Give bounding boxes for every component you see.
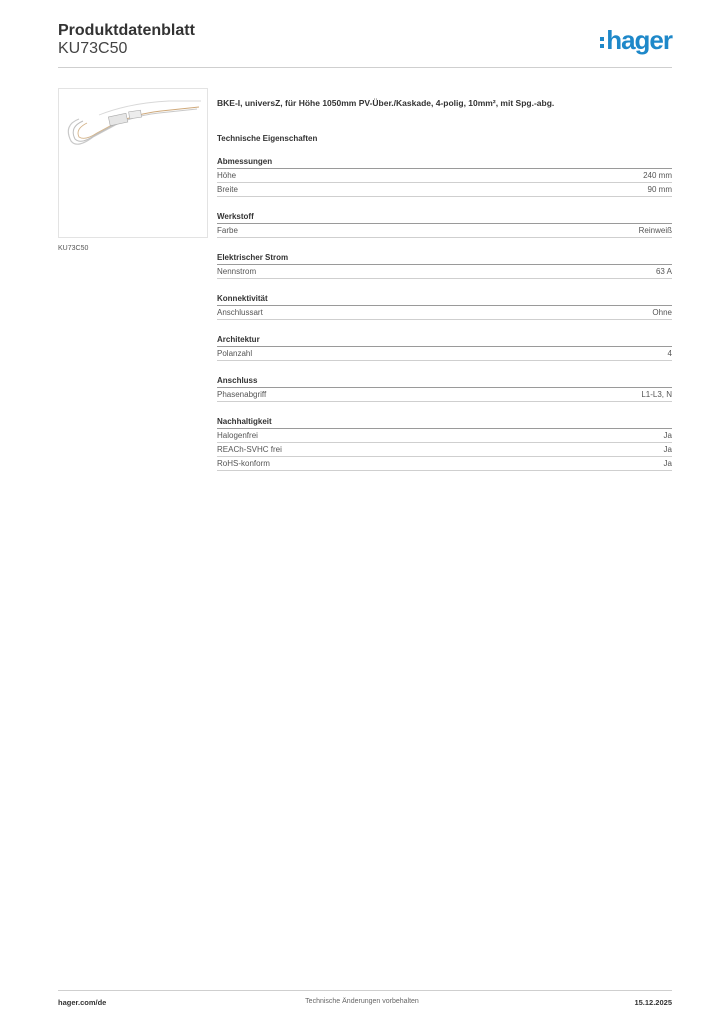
spec-label: Polanzahl bbox=[217, 349, 253, 358]
product-code: KU73C50 bbox=[58, 40, 128, 57]
spec-value: 4 bbox=[667, 349, 672, 358]
spec-group-nachhaltigkeit bbox=[217, 415, 672, 471]
spec-label: Anschlussart bbox=[217, 308, 263, 317]
spec-group-anschluss bbox=[217, 374, 672, 402]
spec-group-elektrischer-strom bbox=[217, 251, 672, 279]
spec-label: Halogenfrei bbox=[217, 431, 258, 440]
spec-row bbox=[217, 347, 672, 361]
spec-group-title: Abmessungen bbox=[217, 155, 672, 169]
page-title: Produktdatenblatt bbox=[58, 22, 195, 39]
spec-group-title: Anschluss bbox=[217, 374, 672, 388]
logo-dots-icon bbox=[600, 37, 604, 48]
spec-row bbox=[217, 265, 672, 279]
spec-value: Reinweiß bbox=[638, 226, 672, 235]
spec-value: L1-L3, N bbox=[641, 390, 672, 399]
footer-disclaimer: Technische Änderungen vorbehalten bbox=[305, 998, 419, 1005]
page-header bbox=[58, 20, 672, 68]
image-caption: KU73C50 bbox=[58, 245, 89, 252]
product-description: BKE-I, universZ, für Höhe 1050mm PV-Über./Kaskade, 4-polig, 10mm², mit Spg.-abg. bbox=[217, 98, 555, 108]
footer-website-link[interactable]: hager.com/de bbox=[58, 998, 107, 1007]
spec-group-werkstoff bbox=[217, 210, 672, 238]
spec-group-architektur bbox=[217, 333, 672, 361]
spec-label: Farbe bbox=[217, 226, 238, 235]
spec-row bbox=[217, 306, 672, 320]
header-divider bbox=[58, 67, 672, 68]
spec-group-konnektivitaet bbox=[217, 292, 672, 320]
spec-row bbox=[217, 169, 672, 183]
spec-group-title: Werkstoff bbox=[217, 210, 672, 224]
spec-value: Ja bbox=[663, 431, 672, 440]
spec-row bbox=[217, 443, 672, 457]
spec-group-title: Nachhaltigkeit bbox=[217, 415, 672, 429]
spec-group-title: Architektur bbox=[217, 333, 672, 347]
spec-row bbox=[217, 224, 672, 238]
footer-divider bbox=[58, 990, 672, 991]
product-image bbox=[58, 88, 208, 238]
spec-label: RoHS-konform bbox=[217, 459, 270, 468]
spec-value: Ohne bbox=[652, 308, 672, 317]
spec-group-title: Elektrischer Strom bbox=[217, 251, 672, 265]
logo-text: hager bbox=[606, 25, 672, 55]
spec-row bbox=[217, 183, 672, 197]
spec-value: Ja bbox=[663, 459, 672, 468]
spec-row bbox=[217, 388, 672, 402]
spec-value: 240 mm bbox=[643, 171, 672, 180]
spec-value: 63 A bbox=[655, 267, 672, 276]
hager-logo bbox=[600, 26, 672, 54]
spec-row bbox=[217, 457, 672, 471]
spec-label: Höhe bbox=[217, 171, 237, 180]
spec-group-abmessungen bbox=[217, 155, 672, 197]
spec-group-title: Konnektivität bbox=[217, 292, 672, 306]
cable-harness-icon bbox=[59, 89, 207, 237]
section-title: Technische Eigenschaften bbox=[217, 134, 318, 143]
spec-label: Nennstrom bbox=[217, 267, 257, 276]
spec-value: Ja bbox=[663, 445, 672, 454]
spec-label: Breite bbox=[217, 185, 238, 194]
spec-row bbox=[217, 429, 672, 443]
spec-value: 90 mm bbox=[647, 185, 672, 194]
footer-date: 15.12.2025 bbox=[634, 998, 672, 1007]
product-specs bbox=[217, 98, 672, 484]
spec-label: Phasenabgriff bbox=[217, 390, 267, 399]
spec-label: REACh-SVHC frei bbox=[217, 445, 282, 454]
